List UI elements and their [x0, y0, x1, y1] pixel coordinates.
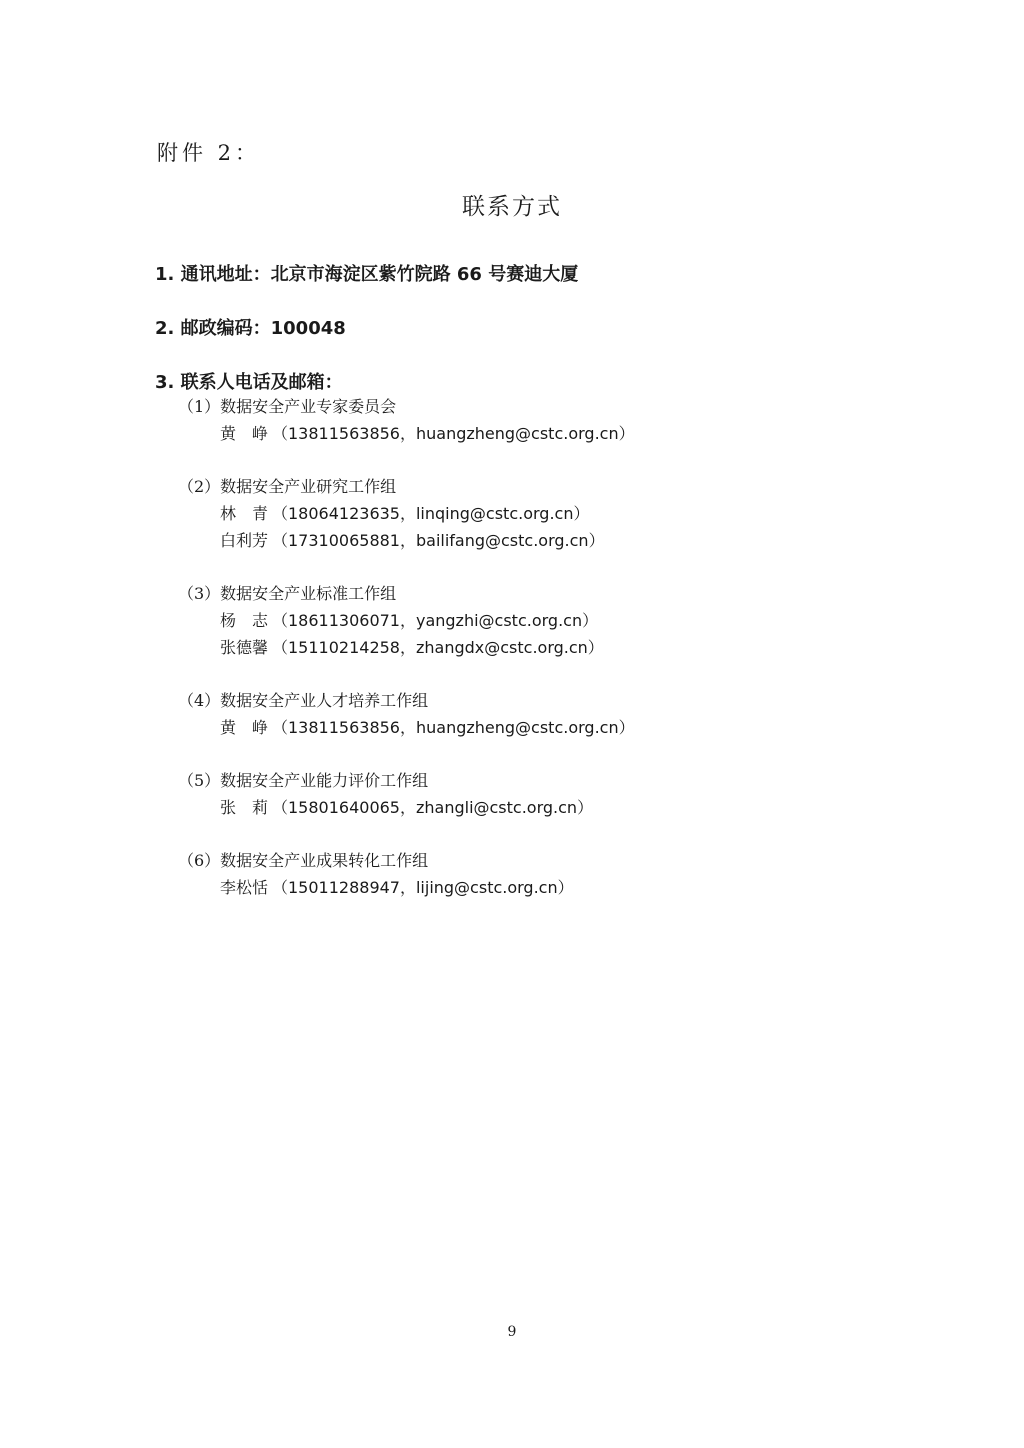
contact-row: [178, 634, 938, 661]
contact-detail: （18064123635，linqing@cstc.org.cn）: [272, 504, 590, 523]
contact-name: 林 青: [220, 504, 269, 523]
group-name: （1）数据安全产业专家委员会: [178, 397, 397, 416]
group-standards: [178, 580, 938, 661]
contact-name: 李松恬: [220, 878, 269, 897]
contact-detail: （15011288947，lijing@cstc.org.cn）: [272, 878, 574, 897]
contact-detail: （13811563856，huangzheng@cstc.org.cn）: [272, 424, 635, 443]
postal-code-line: 2. 邮政编码：100048: [155, 318, 346, 339]
contacts-heading: 3. 联系人电话及邮箱：: [155, 372, 343, 393]
contact-name: 白利芳: [220, 531, 269, 550]
group-research: [178, 473, 938, 554]
group-expert-committee: [178, 393, 938, 447]
group-evaluation: [178, 767, 938, 821]
contact-detail: （13811563856，huangzheng@cstc.org.cn）: [272, 718, 635, 737]
group-name: （6）数据安全产业成果转化工作组: [178, 851, 429, 870]
contact-name: 黄 峥: [220, 718, 269, 737]
contact-name: 杨 志: [220, 611, 269, 630]
contact-row: [178, 500, 938, 527]
contact-row: [178, 874, 938, 901]
page-number: 9: [507, 1324, 517, 1340]
contact-detail: （17310065881，bailifang@cstc.org.cn）: [272, 531, 605, 550]
contact-name: 黄 峥: [220, 424, 269, 443]
contact-detail: （18611306071，yangzhi@cstc.org.cn）: [272, 611, 599, 630]
contact-row: [178, 607, 938, 634]
contact-detail: （15801640065，zhangli@cstc.org.cn）: [272, 798, 594, 817]
contact-row: [178, 527, 938, 554]
contact-row: [178, 420, 938, 447]
group-name: （4）数据安全产业人才培养工作组: [178, 691, 429, 710]
group-transfer: [178, 847, 938, 901]
group-name: （5）数据安全产业能力评价工作组: [178, 771, 429, 790]
group-talent: [178, 687, 938, 741]
contact-name: 张德馨: [220, 638, 269, 657]
group-name: （2）数据安全产业研究工作组: [178, 477, 397, 496]
group-name: （3）数据安全产业标准工作组: [178, 584, 397, 603]
contact-detail: （15110214258，zhangdx@cstc.org.cn）: [272, 638, 604, 657]
contact-row: [178, 794, 938, 821]
page-title: 联系方式: [462, 194, 562, 220]
address-line: 1. 通讯地址：北京市海淀区紫竹院路 66 号赛迪大厦: [155, 264, 579, 285]
contact-groups: [178, 393, 938, 927]
contact-name: 张 莉: [220, 798, 269, 817]
contact-row: [178, 714, 938, 741]
attachment-label: 附件 2：: [157, 141, 261, 165]
